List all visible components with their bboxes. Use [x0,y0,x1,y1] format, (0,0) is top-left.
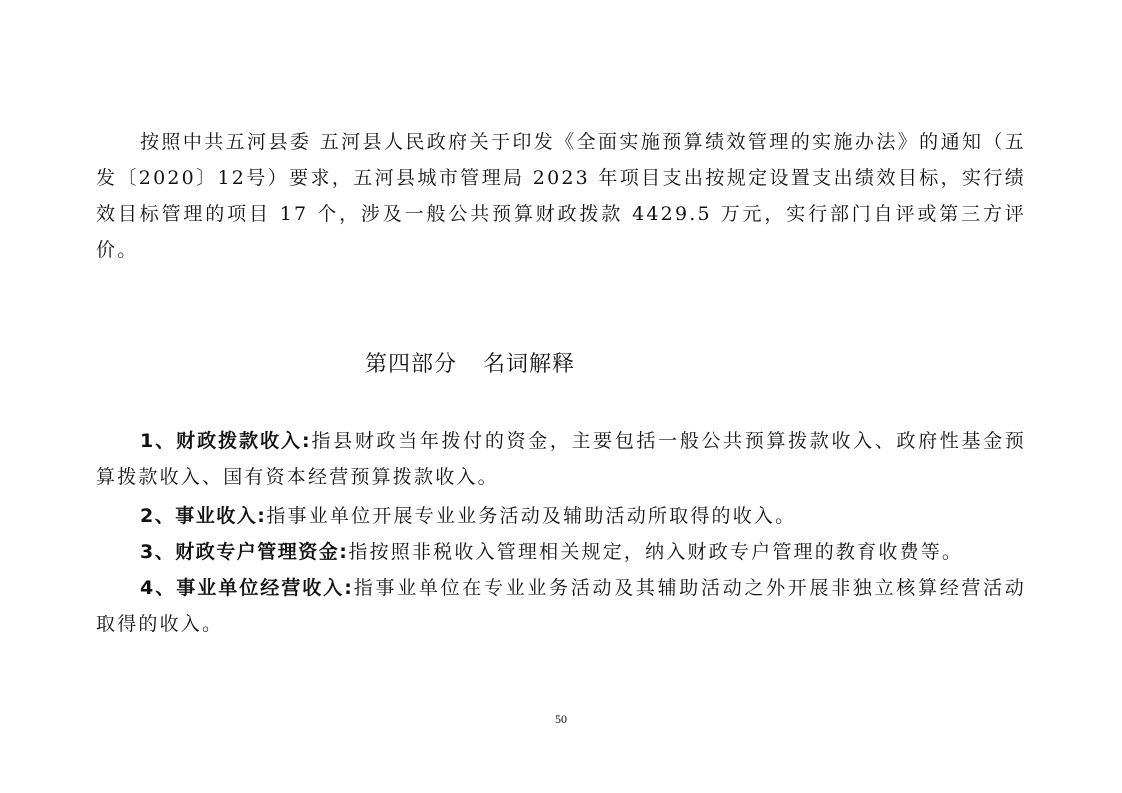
definition-text: 指事业单位在专业业务活动及其辅助活动之外开展非独立核算经营活动取得的收入。 [96,577,1026,635]
section-part-label: 第四部分 [364,352,457,377]
definition-term: 3、财政专户管理资金: [140,541,349,563]
definition-term: 4、事业单位经营收入: [140,577,354,599]
definition-item [96,570,1026,642]
intro-paragraph: 按照中共五河县委 五河县人民政府关于印发《全面实施预算绩效管理的实施办法》的通知（五发〔2020〕12号）要求，五河县城市管理局 2023 年项目支出按规定设置支出绩效目标，实行绩效目标管理的项目 17 个，涉及一般公共预算财政拨款 4429.5 万元，实行部门自评或第三方评价。 [96,131,1026,261]
definition-item [96,423,1026,495]
definition-text: 指事业单位开展专业业务活动及辅助活动所取得的收入。 [266,505,797,527]
definition-term: 2、事业收入: [140,505,267,527]
definition-item [96,534,1026,570]
section-heading [0,347,940,378]
definition-item [96,498,1026,534]
section-title: 名词解释 [483,352,576,377]
definition-text: 指按照非税收入管理相关规定，纳入财政专户管理的教育收费等。 [348,541,964,563]
page-number: 50 [555,712,567,726]
definition-text: 指县财政当年拨付的资金，主要包括一般公共预算拨款收入、政府性基金预算拨款收入、国有资本经营预算拨款收入。 [96,430,1026,488]
definition-term: 1、财政拨款收入: [140,430,312,452]
